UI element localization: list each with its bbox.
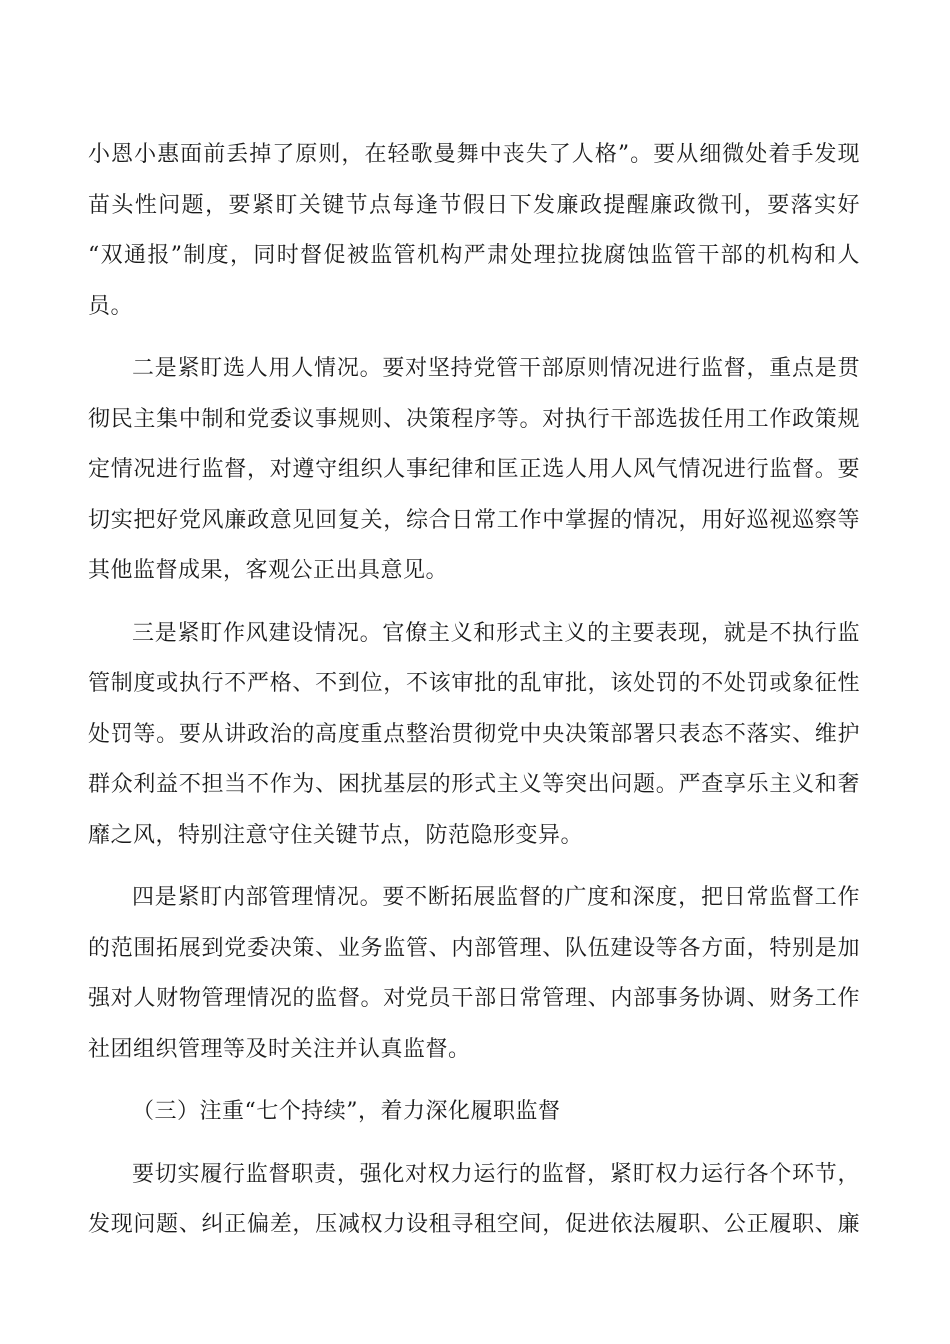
document-body — [88, 130, 860, 1251]
text-line: 处罚等。要从讲政治的高度重点整治贯彻党中央决策部署只表态不落实、维护 — [88, 721, 860, 747]
text-line: 三是紧盯作风建设情况。官僚主义和形式主义的主要表现，就是不执行监 — [132, 620, 860, 646]
text-line: 强对人财物管理情况的监督。对党员干部日常管理、内部事务协调、财务工作 — [88, 986, 860, 1011]
text-line: 的范围拓展到党委决策、业务监管、内部管理、队伍建设等各方面，特别是加 — [88, 935, 860, 961]
text-line: 苗头性问题，要紧盯关键节点每逢节假日下发廉政提醒廉政微刊，要落实好 — [88, 192, 860, 218]
text-line: 切实把好党风廉政意见回复关，综合日常工作中掌握的情况，用好巡视巡察等 — [88, 507, 860, 533]
text-line: 其他监督成果，客观公正出具意见。 — [88, 558, 449, 583]
paragraph — [88, 1150, 860, 1251]
text-line: 四是紧盯内部管理情况。要不断拓展监督的广度和深度，把日常监督工作 — [132, 885, 860, 910]
text-line: 群众利益不担当不作为、困扰基层的形式主义等突出问题。严查享乐主义和奢 — [88, 772, 860, 797]
heading-line: （三）注重“七个持续”，着力深化履职监督 — [132, 1099, 561, 1124]
text-line: 定情况进行监督，对遵守组织人事纪律和匡正选人用人风气情况进行监督。要 — [88, 457, 860, 482]
text-line: 要切实履行监督职责，强化对权力运行的监督，紧盯权力运行各个环节， — [132, 1161, 860, 1187]
text-line: 二是紧盯选人用人情况。要对坚持党管干部原则情况进行监督，重点是贯 — [132, 356, 860, 381]
text-line: 员。 — [88, 293, 134, 319]
paragraph — [88, 130, 860, 332]
paragraph — [88, 344, 860, 597]
text-line: 彻民主集中制和党委议事规则、决策程序等。对执行干部选拔任用工作政策规 — [88, 406, 860, 432]
paragraph — [88, 873, 860, 1075]
text-line: 社团组织管理等及时关注并认真监督。 — [88, 1036, 471, 1062]
text-line: 发现问题、纠正偏差，压减权力设租寻租空间，促进依法履职、公正履职、廉 — [88, 1212, 860, 1237]
text-line: “双通报”制度，同时督促被监管机构严肃处理拉拢腐蚀监管干部的机构和人 — [88, 243, 860, 268]
text-line: 管制度或执行不严格、不到位，不该审批的乱审批，该处罚的不处罚或象征性 — [88, 671, 860, 696]
section-heading — [88, 1087, 860, 1138]
text-line: 靡之风，特别注意守住关键节点，防范隐形变异。 — [88, 822, 584, 848]
paragraph — [88, 609, 860, 862]
text-line: 小恩小惠面前丢掉了原则，在轻歌曼舞中丧失了人格”。要从细微处着手发现 — [88, 142, 860, 167]
